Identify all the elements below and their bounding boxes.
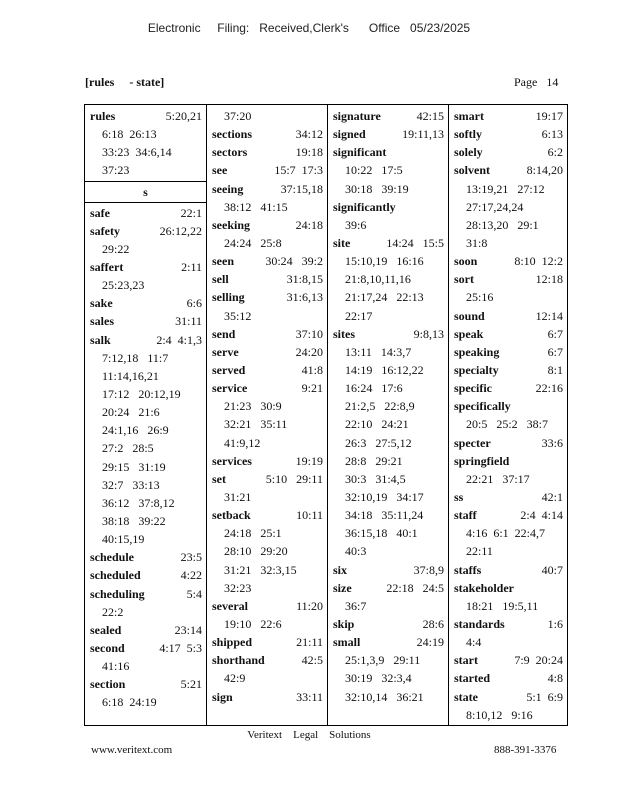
index-continuation-line: 34:18 35:11,24 [345,508,424,523]
index-continuation-line: 19:10 22:6 [224,616,282,631]
index-continuation-line: 35:12 [224,308,252,323]
index-continuation-line: 22:21 37:17 [466,471,530,486]
index-entry [449,325,567,343]
index-term: scheduling [90,586,145,601]
index-entry [207,452,327,470]
index-entry [207,143,327,161]
index-entry [449,561,567,579]
index-continuation-line: 6:18 26:13 [102,127,157,142]
index-entry [328,198,448,216]
index-entry [207,270,327,288]
index-term: size [333,580,352,595]
index-term: speak [454,326,484,341]
page-number: Page 14 [514,75,559,89]
index-continuation-line: 25:23,23 [102,278,145,293]
page-line-references: 10:11 [296,508,323,523]
page-line-references: 4:22 [180,568,202,583]
index-entry [449,434,567,452]
index-entry [328,561,448,579]
index-continuation-line: 14:19 16:12,22 [345,362,424,377]
page-line-references: 8:10 12:2 [514,254,563,269]
page-line-references: 37:10 [295,326,323,341]
index-term: set [212,471,226,486]
index-entry [449,669,567,687]
index-entry [85,585,206,603]
index-term: signature [333,109,381,123]
index-entry [85,566,206,584]
index-term: salk [90,332,111,347]
index-entry [449,252,567,270]
index-term: staff [454,508,477,523]
index-entry [207,688,327,706]
index-column-3 [327,105,448,725]
page-line-references: 15:7 17:3 [274,163,323,178]
index-continuation-line: 32:23 [224,580,252,595]
page-line-references: 28:6 [422,616,444,631]
page-line-references: 12:18 [535,272,563,287]
index-term: state [454,689,478,704]
page-line-references: 26:12,22 [159,223,202,238]
index-term: schedule [90,550,135,565]
index-continuation-line: 22:17 [345,308,373,323]
index-column-2 [206,105,327,725]
index-continuation-line: 17:12 20:12,19 [102,386,181,401]
letter-section-heading: s [85,181,206,203]
page-line-references: 42:5 [301,653,323,668]
index-entry [328,234,448,252]
index-entry [207,343,327,361]
index-continuation-line: 11:14,16,21 [102,368,159,383]
index-term: start [454,653,478,668]
index-continuation-line: 13:11 14:3,7 [345,344,412,359]
index-continuation-line: 22:11 [466,544,493,559]
index-term: specter [454,435,491,450]
page-line-references: 1:6 [547,616,563,631]
index-continuation-line: 7:12,18 11:7 [102,350,169,365]
index-continuation-line: 25:1,3,9 29:11 [345,653,421,668]
page-line-references: 34:12 [295,127,323,142]
index-continuation-line: 41:9,12 [224,435,261,450]
index-entry [328,633,448,651]
index-continuation-line: 38:12 41:15 [224,199,288,214]
index-continuation-line: 27:2 28:5 [102,441,154,456]
page-line-references: 19:17 [535,109,563,123]
index-term: sectors [212,145,248,160]
index-continuation-line: 22:2 [102,604,124,619]
page-line-references: 23:14 [174,622,202,637]
index-entry [449,506,567,524]
page-line-references: 24:18 [295,217,323,232]
page-line-references: 6:7 [547,344,563,359]
index-continuation-line: 21:17,24 22:13 [345,290,424,305]
page-line-references: 2:11 [181,259,202,274]
page-line-references: 24:19 [416,635,444,650]
index-entry [328,143,448,161]
index-continuation-line: 37:20 [224,109,252,123]
index-entry [207,180,327,198]
index-entry [449,397,567,415]
index-continuation-line: 29:22 [102,241,130,256]
index-continuation-line: 29:15 31:19 [102,459,166,474]
index-term: section [90,677,126,692]
index-term: service [212,381,248,396]
index-term: safe [90,205,110,220]
index-entry [207,161,327,179]
index-continuation-line: 37:23 [102,163,130,178]
index-term: several [212,598,248,613]
page-line-references: 14:24 15:5 [386,235,444,250]
index-entry [449,143,567,161]
index-term: small [333,635,361,650]
index-term: significantly [333,199,396,214]
index-term: served [212,362,246,377]
index-continuation-line: 15:10,19 16:16 [345,254,424,269]
index-continuation-line: 30:3 31:4,5 [345,471,406,486]
index-continuation-line: 33:23 34:6,14 [102,145,172,160]
index-term: started [454,671,490,686]
index-term: services [212,453,252,468]
index-entry [207,361,327,379]
page-line-references: 30:24 39:2 [265,254,323,269]
index-entry [328,107,448,125]
page-line-references: 9:8,13 [413,326,444,341]
index-continuation-line: 41:16 [102,659,130,674]
page-line-references: 31:8,15 [286,272,323,287]
page-line-references: 21:11 [296,635,323,650]
page-line-references: 7:9 20:24 [514,653,563,668]
page-line-references: 22:18 24:5 [386,580,444,595]
index-entry [207,597,327,615]
index-continuation-line: 36:7 [345,598,367,613]
index-term: saffert [90,259,124,274]
index-continuation-line: 24:18 25:1 [224,526,282,541]
index-entry [328,615,448,633]
index-continuation-line: 32:10,14 36:21 [345,689,424,704]
index-entry [85,639,206,657]
page-line-references: 22:1 [180,205,202,220]
index-term: smart [454,109,484,123]
page-line-references: 19:11,13 [402,127,444,142]
index-entry [449,161,567,179]
page-line-references: 2:4 4:1,3 [156,332,202,347]
index-term: solely [454,145,483,160]
page-line-references: 40:7 [541,562,563,577]
index-entry [449,688,567,706]
page-line-references: 22:16 [535,381,563,396]
index-continuation-line: 42:9 [224,671,246,686]
index-entry [449,452,567,470]
index-term: sections [212,127,252,142]
index-term: springfield [454,453,510,468]
footer-website: www.veritext.com [91,744,173,756]
index-term: specialty [454,362,499,377]
index-term: rules [90,109,116,123]
index-term: setback [212,508,251,523]
filing-stamp-header: Electronic Filing: Received,Clerk's Office 05/23/2025 [147,21,471,35]
index-entry [207,325,327,343]
index-term: site [333,235,351,250]
footer-company: Veritext Legal Solutions [247,729,371,741]
page-line-references: 5:10 29:11 [265,471,323,486]
index-entry [207,470,327,488]
index-continuation-line: 25:16 [466,290,494,305]
index-term: sealed [90,622,122,637]
index-continuation-line: 32:10,19 34:17 [345,489,424,504]
page-line-references: 37:8,9 [413,562,444,577]
index-entry [449,488,567,506]
index-term: sign [212,689,233,704]
index-entry [328,125,448,143]
index-continuation-line: 21:8,10,11,16 [345,272,411,287]
index-term: skip [333,616,355,631]
index-entry [328,579,448,597]
index-continuation-line: 20:24 21:6 [102,405,160,420]
index-continuation-line: 28:10 29:20 [224,544,288,559]
index-entry [449,579,567,597]
page-line-references: 4:17 5:3 [159,640,202,655]
page-line-references: 5:20,21 [165,109,202,123]
index-term: sites [333,326,355,341]
footer-phone: 888-391-3376 [494,744,557,756]
index-continuation-line: 26:3 27:5,12 [345,435,412,450]
index-term: shorthand [212,653,265,668]
index-range-label: [rules - state] [85,75,165,89]
page-line-references: 9:21 [301,381,323,396]
page-line-references: 2:4 4:14 [520,508,563,523]
index-continuation-line: 40:3 [345,544,367,559]
index-term: sell [212,272,229,287]
index-entry [207,506,327,524]
index-continuation-line: 32:21 35:11 [224,417,288,432]
index-term: softly [454,127,482,142]
index-continuation-line: 20:5 25:2 38:7 [466,417,549,432]
page-line-references: 31:11 [175,314,202,329]
index-continuation-line: 32:7 33:13 [102,477,160,492]
index-term: see [212,163,228,178]
index-entry [207,379,327,397]
index-entry [449,107,567,125]
index-entry [449,307,567,325]
index-continuation-line: 28:13,20 29:1 [466,217,539,232]
index-term: stakeholder [454,580,514,595]
index-term: sound [454,308,485,323]
index-continuation-line: 13:19,21 27:12 [466,181,545,196]
index-entry [207,633,327,651]
index-continuation-line: 4:16 6:1 22:4,7 [466,526,546,541]
index-entry [85,294,206,312]
index-term: shipped [212,635,253,650]
index-term: send [212,326,236,341]
index-term: seeking [212,217,251,232]
index-continuation-line: 6:18 24:19 [102,695,157,710]
index-continuation-line: 4:4 [466,635,482,650]
index-entry [449,343,567,361]
index-continuation-line: 28:8 29:21 [345,453,403,468]
index-continuation-line: 30:19 32:3,4 [345,671,412,686]
index-continuation-line: 31:21 32:3,15 [224,562,297,577]
index-continuation-line: 36:12 37:8,12 [102,495,175,510]
page-line-references: 5:4 [186,586,202,601]
index-continuation-line: 16:24 17:6 [345,381,403,396]
index-continuation-line: 21:23 30:9 [224,399,282,414]
index-entry [207,288,327,306]
index-term: sake [90,296,113,311]
page-line-references: 31:6,13 [286,290,323,305]
index-term: scheduled [90,568,141,583]
index-entry [85,331,206,349]
page-line-references: 41:8 [301,362,323,377]
index-term: speaking [454,344,500,359]
page-line-references: 23:5 [180,550,202,565]
index-entry [207,651,327,669]
index-continuation-line: 10:22 17:5 [345,163,403,178]
page-line-references: 6:6 [186,296,202,311]
index-continuation-line: 30:18 39:19 [345,181,409,196]
page-line-references: 5:1 6:9 [526,689,563,704]
index-term: signed [333,127,366,142]
index-term: solvent [454,163,490,178]
index-term: sort [454,272,474,287]
index-entry [85,204,206,222]
page-line-references: 6:13 [541,127,563,142]
index-term: seen [212,254,234,269]
index-entry [85,107,206,125]
page-line-references: 42:1 [541,489,563,504]
index-term: specific [454,381,492,396]
page-line-references: 37:15,18 [280,181,323,196]
index-term: second [90,640,125,655]
page-line-references: 19:19 [295,453,323,468]
index-term: standards [454,616,505,631]
index-term: seeing [212,181,244,196]
index-entry [449,270,567,288]
index-continuation-line: 31:8 [466,235,488,250]
index-entry [85,548,206,566]
index-continuation-line: 39:6 [345,217,367,232]
index-term: soon [454,254,478,269]
index-entry [207,252,327,270]
index-entry [85,621,206,639]
page-line-references: 11:20 [296,598,323,613]
index-entry [449,651,567,669]
index-continuation-line: 22:10 24:21 [345,417,409,432]
index-entry [85,675,206,693]
index-continuation-line: 38:18 39:22 [102,513,166,528]
index-entry [207,125,327,143]
index-continuation-line: 18:21 19:5,11 [466,598,539,613]
index-continuation-line: 8:10,12 9:16 [466,707,533,722]
index-term: ss [454,489,464,504]
index-entry [85,258,206,276]
index-entry [449,379,567,397]
page-line-references: 19:18 [295,145,323,160]
index-term: staffs [454,562,482,577]
index-entry [449,125,567,143]
index-term: serve [212,344,239,359]
page-line-references: 33:11 [296,689,323,704]
page-line-references: 24:20 [295,344,323,359]
index-term: significant [333,145,387,160]
index-term: selling [212,290,245,305]
index-term: safety [90,223,120,238]
index-continuation-line: 24:24 25:8 [224,235,282,250]
index-column-4 [448,105,567,725]
page-line-references: 5:21 [180,677,202,692]
index-continuation-line: 36:15,18 40:1 [345,526,418,541]
index-continuation-line: 21:2,5 22:8,9 [345,399,415,414]
index-entry [85,312,206,330]
page-line-references: 33:6 [541,435,563,450]
index-term: specifically [454,399,511,414]
index-entry [449,615,567,633]
index-entry [449,361,567,379]
index-continuation-line: 24:1,16 26:9 [102,423,169,438]
index-entry [328,325,448,343]
page-line-references: 6:2 [547,145,563,160]
index-continuation-line: 27:17,24,24 [466,199,524,214]
index-continuation-line: 31:21 [224,489,252,504]
page-line-references: 42:15 [416,109,444,123]
page-line-references: 6:7 [547,326,563,341]
word-index-table [84,104,568,726]
index-term: sales [90,314,114,329]
page-line-references: 12:14 [535,308,563,323]
page-line-references: 8:14,20 [526,163,563,178]
index-continuation-line: 40:15,19 [102,532,145,547]
index-term: six [333,562,348,577]
index-column-1 [85,105,206,725]
page-line-references: 4:8 [547,671,563,686]
page-line-references: 8:1 [547,362,563,377]
index-entry [85,222,206,240]
index-entry [207,216,327,234]
